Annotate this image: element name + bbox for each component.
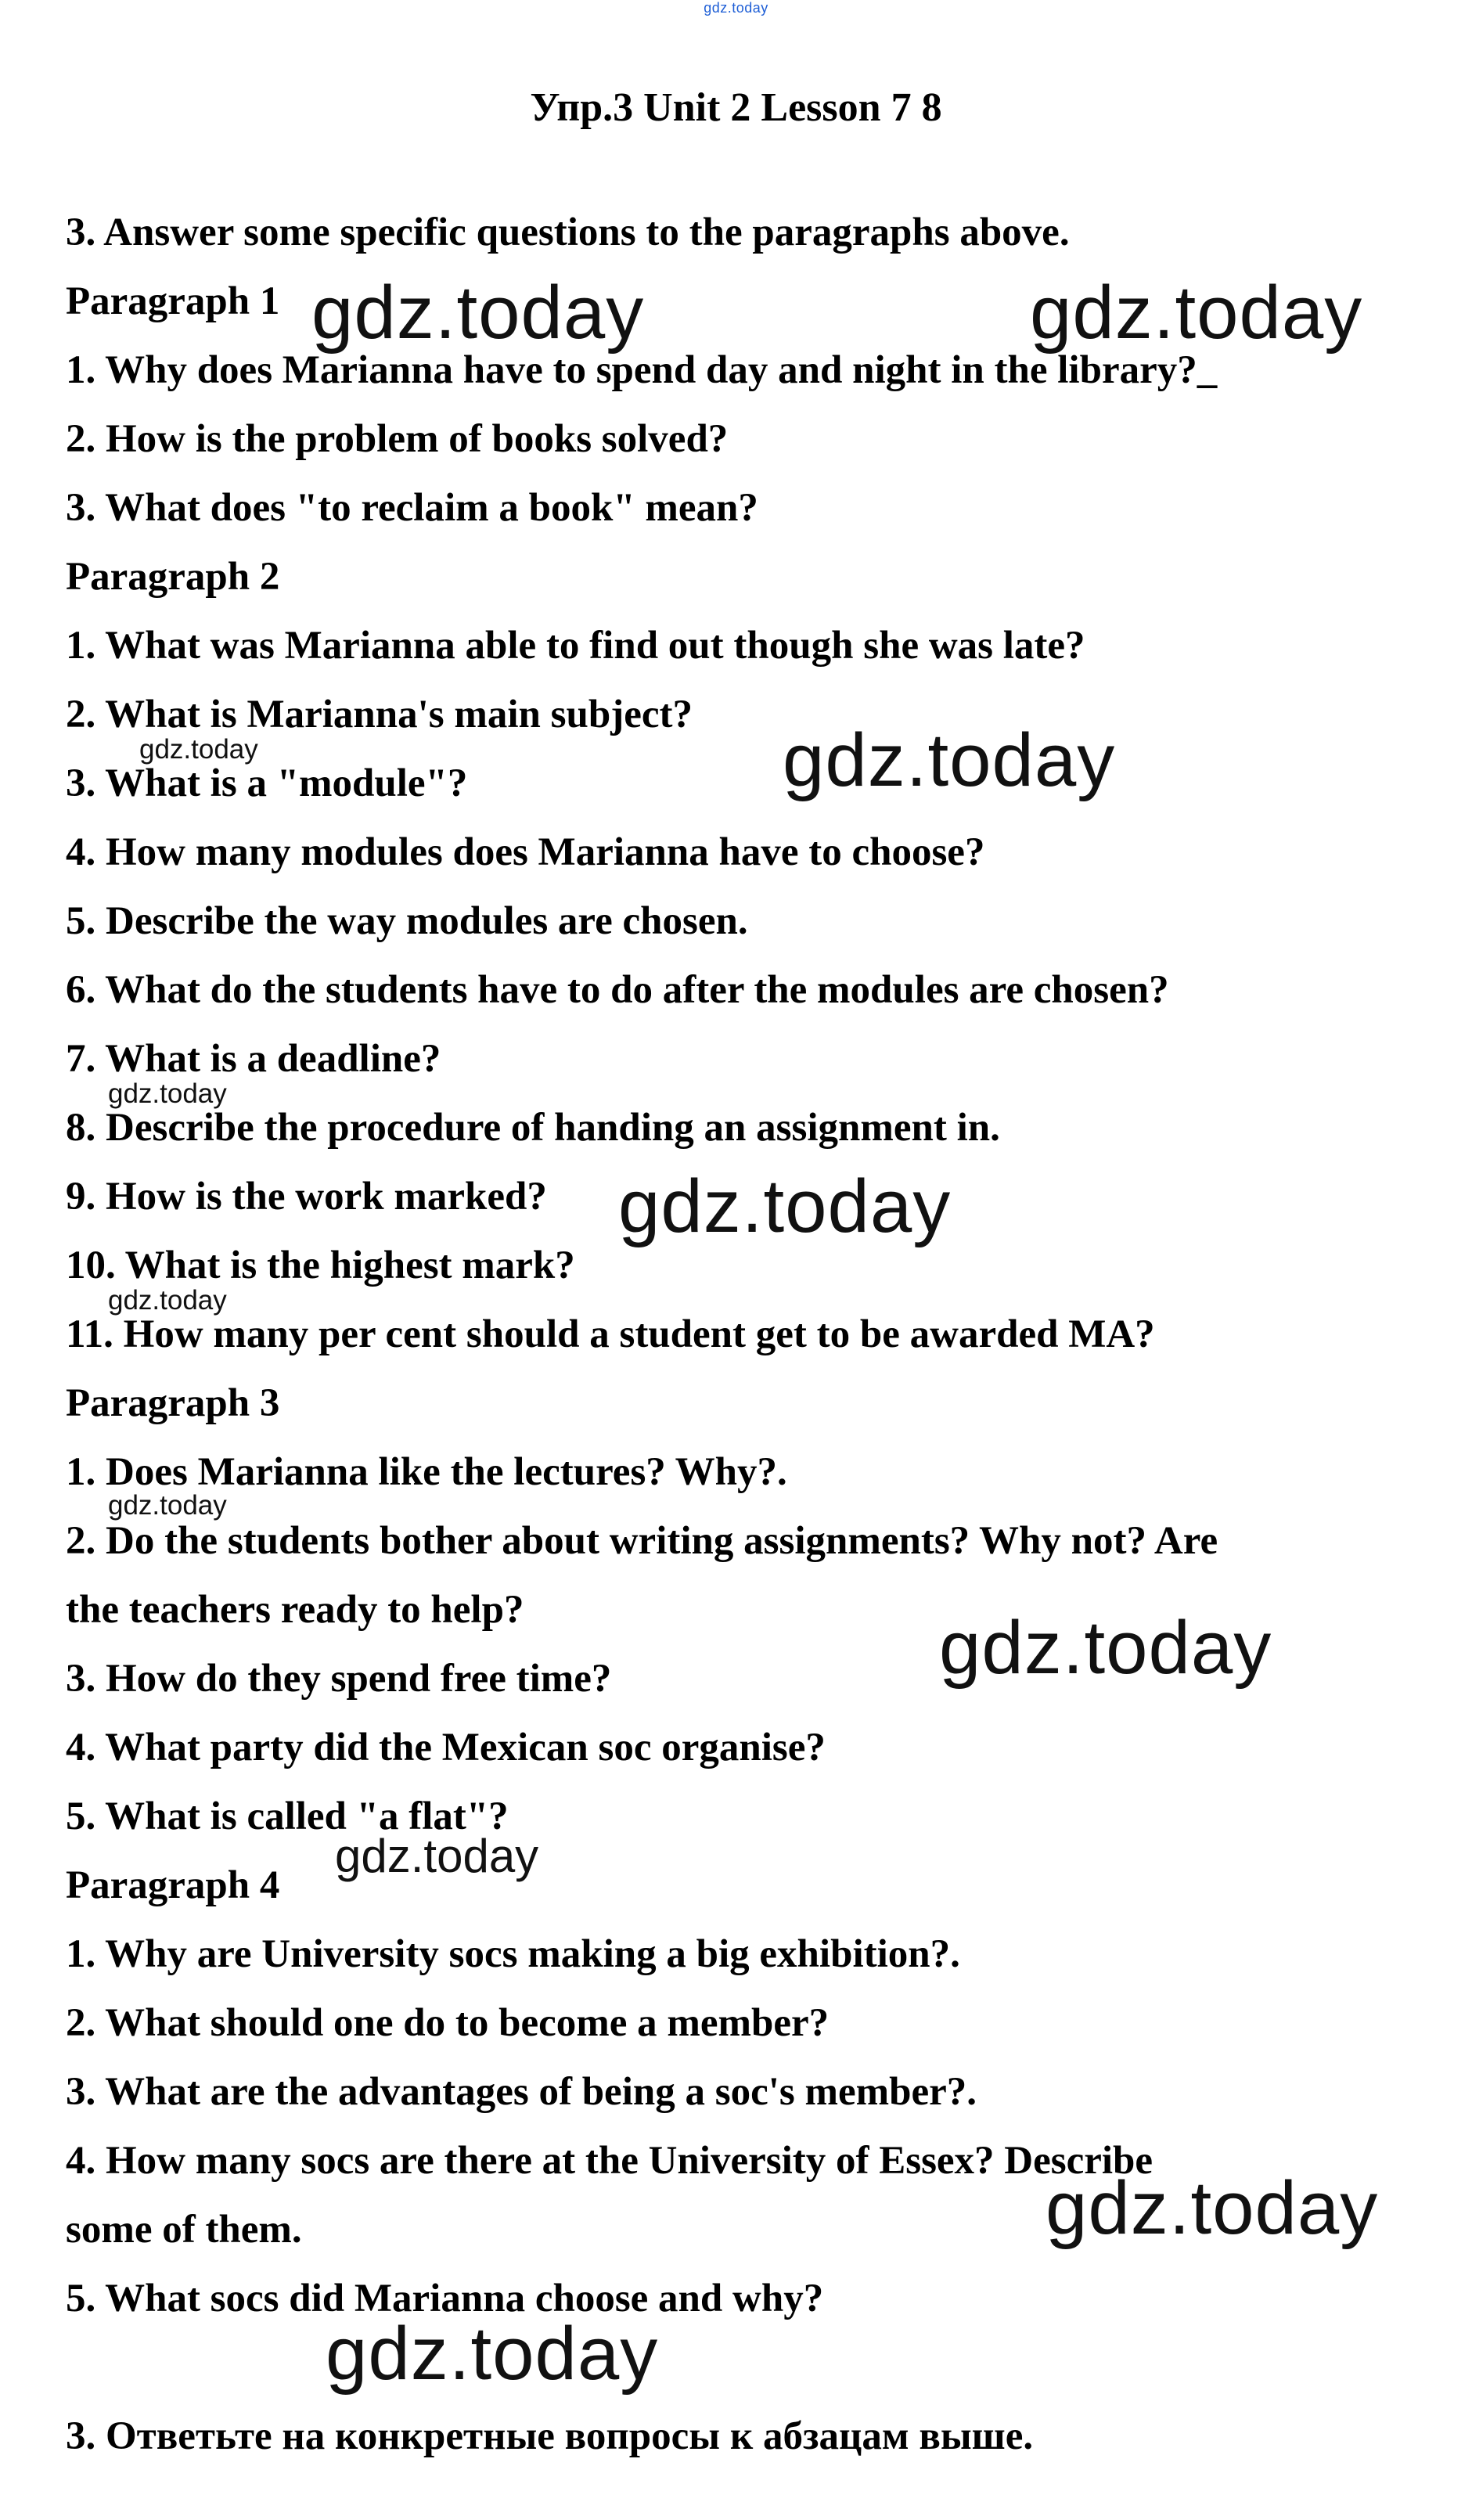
question-line: 2. What is Marianna's main subject?: [66, 693, 693, 736]
watermark: gdz.today: [783, 718, 1116, 802]
question-line: 1. Why does Marianna have to spend day and night in the library?_: [66, 348, 1218, 392]
exercise-heading: 3. Answer some specific questions to the paragraphs above.: [66, 211, 1070, 254]
question-line: 4. How many modules does Marianna have to choose?: [66, 830, 985, 874]
question-line: 1. What was Marianna able to find out though she was late?: [66, 624, 1085, 668]
question-line: 5. What is called "a flat"?: [66, 1795, 509, 1838]
watermark: gdz.today: [335, 1830, 539, 1882]
question-line: 6. What do the students have to do after the modules are chosen?: [66, 968, 1169, 1012]
page-title: Упр.3 Unit 2 Lesson 7 8: [530, 85, 942, 130]
question-line: 7. What is a deadline?: [66, 1037, 441, 1081]
question-line: 9. How is the work marked?: [66, 1175, 547, 1219]
question-line: some of them.: [66, 2208, 302, 2252]
watermark: gdz.today: [618, 1165, 952, 1248]
watermark: gdz.today: [939, 1606, 1272, 1690]
question-line: 3. How do they spend free time?: [66, 1657, 612, 1701]
paragraph-heading-3: Paragraph 3: [66, 1381, 280, 1425]
watermark: gdz.today: [108, 1285, 227, 1316]
question-line: 4. What party did the Mexican soc organise?: [66, 1726, 826, 1769]
question-line: 4. How many socs are there at the University of Essex? Describe: [66, 2139, 1153, 2183]
watermark: gdz.today: [311, 271, 645, 355]
question-line: 5. Describe the way modules are chosen.: [66, 899, 748, 943]
question-line: 3. What is a "module"?: [66, 761, 468, 805]
watermark: gdz.today: [1030, 271, 1363, 355]
question-line: 2. Do the students bother about writing assignments? Why not? Are: [66, 1519, 1218, 1563]
paragraph-heading-4: Paragraph 4: [66, 1863, 280, 1907]
watermark: gdz.today: [108, 1490, 227, 1521]
question-line: 1. Why are University socs making a big exhibition?.: [66, 1932, 960, 1976]
header-watermark: gdz.today: [704, 0, 768, 16]
question-line: 11. How many per cent should a student get to be awarded MA?: [66, 1312, 1155, 1356]
paragraph-heading-1: Paragraph 1: [66, 279, 280, 323]
question-line: 8. Describe the procedure of handing an assignment in.: [66, 1106, 1000, 1150]
question-line: 10. What is the highest mark?: [66, 1244, 575, 1287]
watermark: gdz.today: [326, 2312, 659, 2396]
question-line: 1. Does Marianna like the lectures? Why?.: [66, 1450, 787, 1494]
question-line: the teachers ready to help?: [66, 1588, 524, 1632]
question-line: 2. What should one do to become a member?: [66, 2001, 830, 2045]
translation-line: 3. Ответьте на конкретные вопросы к абзацам выше.: [66, 2414, 1034, 2458]
question-line: 5. What socs did Marianna choose and why?: [66, 2277, 824, 2320]
question-line: 3. What does "to reclaim a book" mean?: [66, 486, 758, 530]
paragraph-heading-2: Paragraph 2: [66, 555, 280, 599]
watermark: gdz.today: [139, 734, 258, 765]
watermark: gdz.today: [108, 1078, 227, 1109]
question-line: 2. How is the problem of books solved?: [66, 417, 729, 461]
watermark: gdz.today: [1046, 2166, 1379, 2250]
question-line: 3. What are the advantages of being a soc's member?.: [66, 2070, 977, 2114]
